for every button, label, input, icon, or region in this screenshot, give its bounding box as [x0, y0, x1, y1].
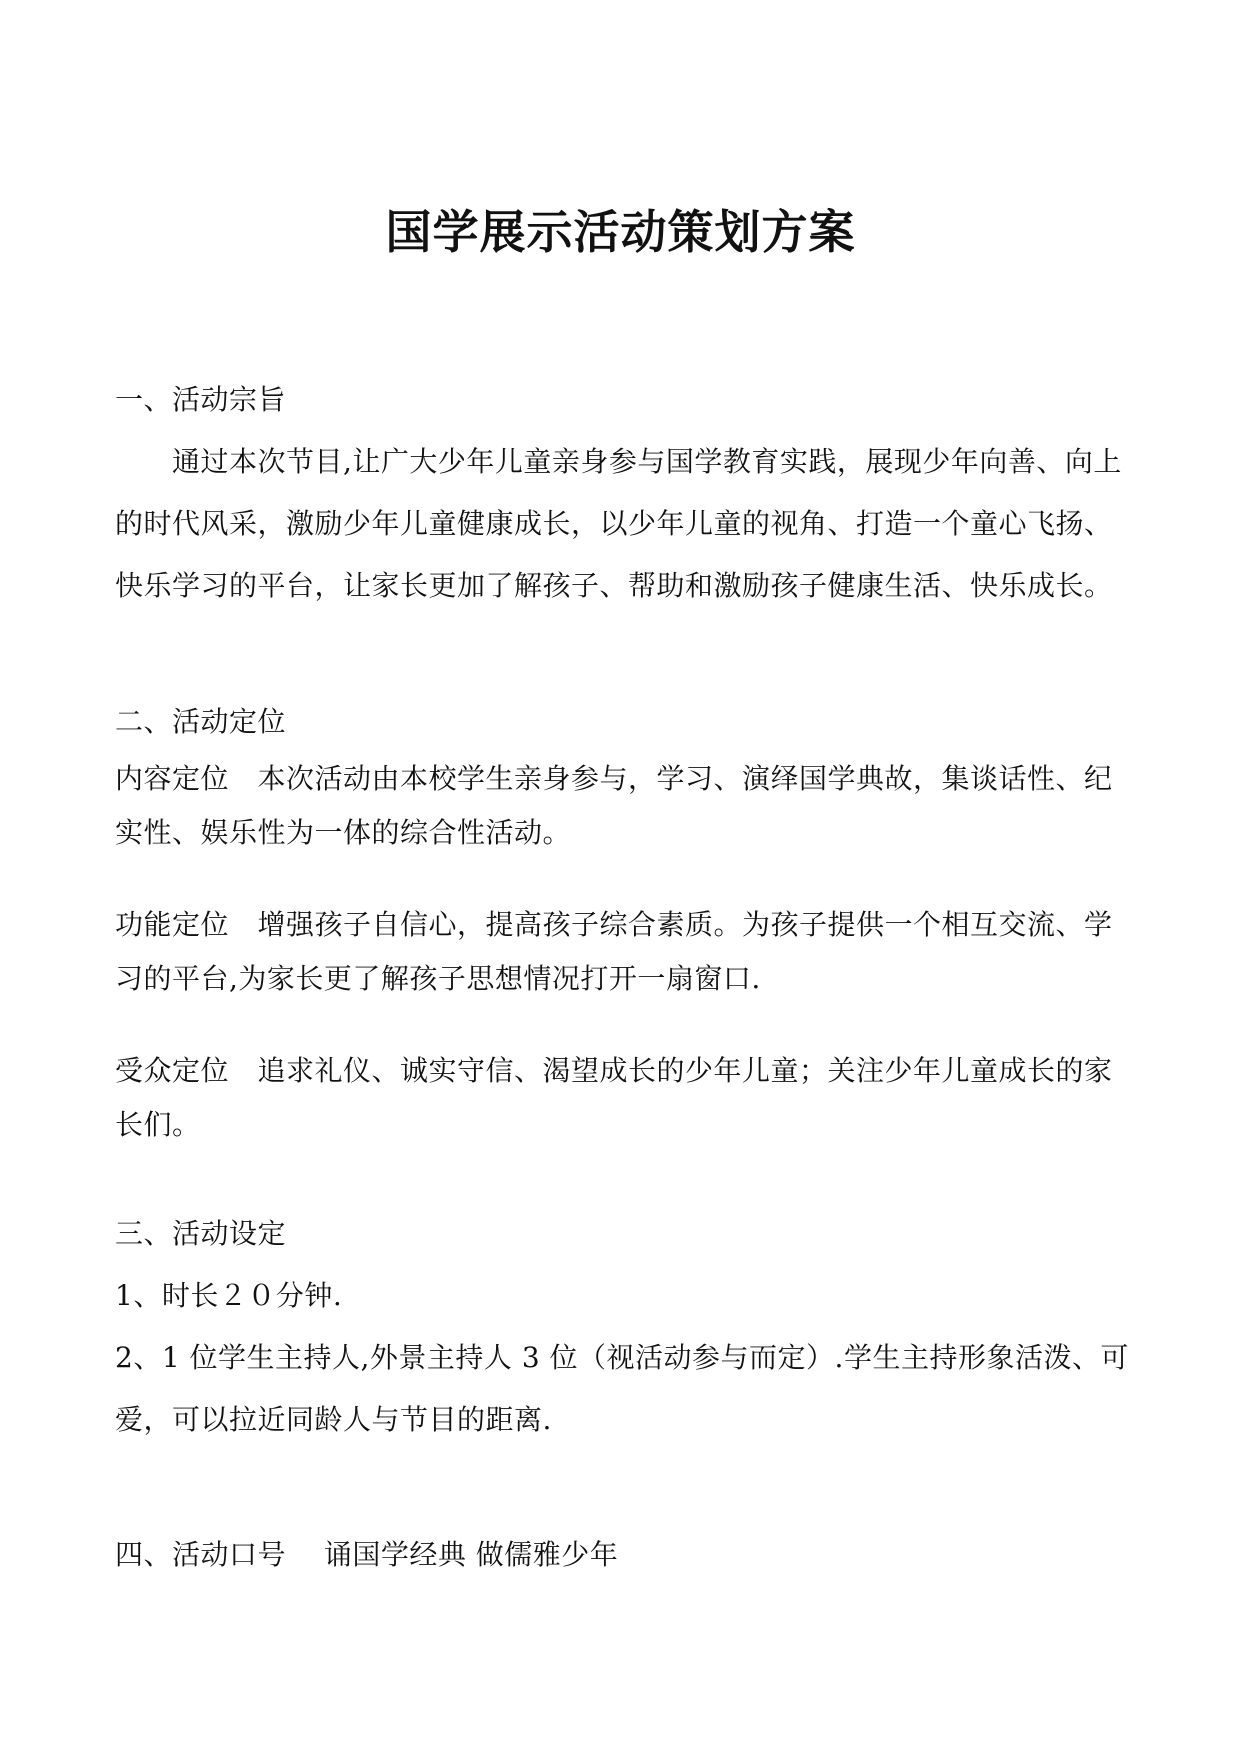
content-positioning-line: 实性、娱乐性为一体的综合性活动。: [115, 816, 572, 849]
audience-positioning-line: 受众定位 追求礼仪、诚实守信、渴望成长的少年儿童；关注少年儿童成长的家: [115, 1054, 1113, 1087]
section-heading-purpose: 一、活动宗旨: [115, 383, 287, 416]
content-positioning-line: 内容定位 本次活动由本校学生亲身参与，学习、演绎国学典故，集谈话性、纪: [115, 762, 1113, 795]
section-heading-positioning: 二、活动定位: [115, 705, 287, 738]
paragraph-line: 快乐学习的平台，让家长更加了解孩子、帮助和激励孩子健康生活、快乐成长。: [115, 569, 1113, 602]
audience-positioning-line: 长们。: [115, 1108, 201, 1141]
settings-line: 2、1 位学生主持人,外景主持人 3 位（视活动参与而定）.学生主持形象活泼、可: [115, 1341, 1129, 1374]
settings-line: 爱，可以拉近同龄人与节目的距离.: [115, 1403, 552, 1436]
function-positioning-line: 习的平台,为家长更了解孩子思想情况打开一扇窗口.: [115, 962, 761, 995]
function-positioning-line: 功能定位 增强孩子自信心，提高孩子综合素质。为孩子提供一个相互交流、学: [115, 908, 1113, 941]
section-heading-settings: 三、活动设定: [115, 1217, 287, 1250]
settings-line: 1、时长２０分钟.: [115, 1279, 343, 1312]
paragraph-line: 通过本次节目,让广大少年儿童亲身参与国学教育实践，展现少年向善、向上: [172, 445, 1122, 478]
section-heading-slogan: 四、活动口号 诵国学经典 做儒雅少年: [115, 1538, 619, 1571]
paragraph-line: 的时代风采，激励少年儿童健康成长，以少年儿童的视角、打造一个童心飞扬、: [115, 507, 1113, 540]
document-title: 国学展示活动策划方案: [385, 205, 856, 259]
